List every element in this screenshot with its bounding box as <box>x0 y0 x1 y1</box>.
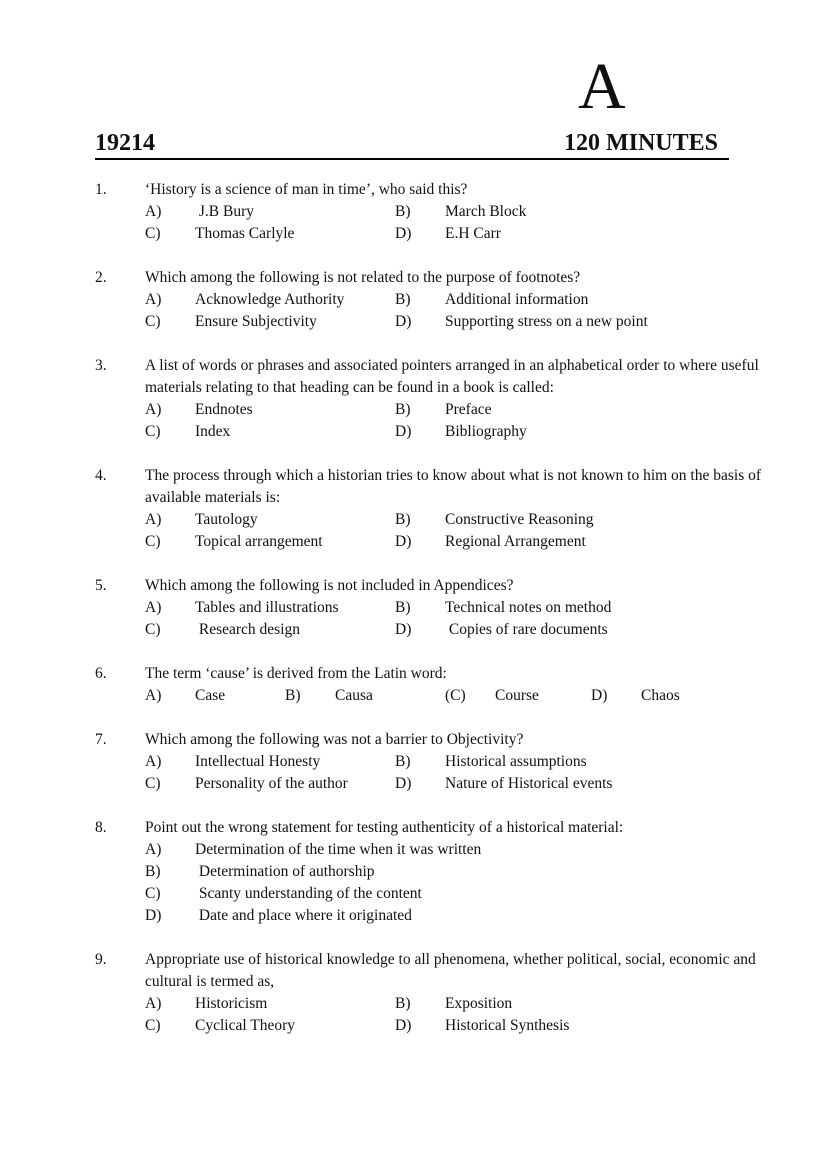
option-label: (C) <box>445 687 466 704</box>
option-d <box>395 421 527 443</box>
option-b <box>395 399 491 421</box>
option-b <box>395 597 611 619</box>
option-label: B) <box>395 401 411 418</box>
question-4 <box>95 465 795 553</box>
option-text: Nature of Historical events <box>445 775 613 792</box>
question-text: A list of words or phrases and associated pointers arranged in an alphabetical order to where useful materials relating to that heading can be found in a book is called: <box>145 357 759 396</box>
option-label: B) <box>395 511 411 528</box>
option-text: Technical notes on method <box>445 599 612 616</box>
option-row <box>145 619 795 641</box>
option-text: Causa <box>335 687 373 704</box>
option-row <box>145 883 795 905</box>
option-label: B) <box>395 995 411 1012</box>
option-label: A) <box>145 511 162 528</box>
question-3 <box>95 355 795 443</box>
option-row <box>145 421 795 443</box>
option-text: J.B Bury <box>195 203 254 220</box>
option-b <box>395 509 594 531</box>
option-text: Cyclical Theory <box>195 1017 296 1034</box>
option-d <box>395 773 612 795</box>
option-text: Copies of rare documents <box>445 621 608 638</box>
option-text: Endnotes <box>195 401 253 418</box>
option-row <box>145 1015 795 1037</box>
option-b <box>395 993 512 1015</box>
option-row <box>145 597 795 619</box>
question-text: Which among the following is not included in Appendices? <box>145 577 514 594</box>
option-label: C) <box>145 533 161 550</box>
question-number: 7. <box>95 731 107 748</box>
option-label: D) <box>395 313 412 330</box>
option-text: Determination of the time when it was written <box>195 841 482 858</box>
question-paper-series: A <box>578 50 626 123</box>
option-a <box>145 509 258 531</box>
option-text: Thomas Carlyle <box>195 225 295 242</box>
option-label: C) <box>145 313 161 330</box>
option-b <box>395 289 588 311</box>
option-label: D) <box>395 775 412 792</box>
option-text: Historical Synthesis <box>445 1017 570 1034</box>
question-number: 8. <box>95 819 107 836</box>
header-divider <box>95 158 729 160</box>
option-row <box>145 685 795 707</box>
option-text: Acknowledge Authority <box>195 291 345 308</box>
option-label: D) <box>591 687 608 704</box>
option-c <box>145 531 323 553</box>
question-6 <box>95 663 795 707</box>
option-d <box>395 531 586 553</box>
option-label: D) <box>395 225 412 242</box>
option-label: B) <box>395 753 411 770</box>
question-1 <box>95 179 795 245</box>
option-text: Bibliography <box>445 423 527 440</box>
option-row <box>145 289 795 311</box>
option-row <box>145 905 795 927</box>
option-text: Ensure Subjectivity <box>195 313 317 330</box>
option-d <box>591 685 680 707</box>
option-row <box>145 311 795 333</box>
option-text: March Block <box>445 203 527 220</box>
option-label: A) <box>145 401 162 418</box>
option-label: C) <box>145 775 161 792</box>
option-label: C) <box>145 621 161 638</box>
option-a <box>145 751 320 773</box>
option-c <box>145 773 348 795</box>
option-label: C) <box>145 885 161 902</box>
question-text: The process through which a historian tries to know about what is not known to him on the basis of available materials is: <box>145 467 762 506</box>
question-text: Point out the wrong statement for testing authenticity of a historical material: <box>145 819 624 836</box>
question-number: 3. <box>95 357 107 374</box>
question-number: 1. <box>95 181 107 198</box>
option-label: D) <box>395 423 412 440</box>
option-row <box>145 223 795 245</box>
question-list <box>95 179 795 1059</box>
option-c <box>145 883 422 905</box>
option-label: A) <box>145 203 162 220</box>
option-label: A) <box>145 753 162 770</box>
question-7 <box>95 729 795 795</box>
option-row <box>145 773 795 795</box>
option-label: B) <box>285 687 301 704</box>
option-c <box>145 421 230 443</box>
option-text: Case <box>195 687 226 704</box>
option-text: Research design <box>195 621 301 638</box>
option-text: Additional information <box>445 291 589 308</box>
option-row <box>145 839 795 861</box>
option-label: A) <box>145 687 162 704</box>
option-label: A) <box>145 599 162 616</box>
option-b <box>395 201 526 223</box>
option-label: C) <box>145 423 161 440</box>
option-row <box>145 531 795 553</box>
option-label: B) <box>395 291 411 308</box>
option-text: Historicism <box>195 995 268 1012</box>
option-text: Determination of authorship <box>195 863 375 880</box>
option-text: Chaos <box>641 687 680 704</box>
option-d <box>145 905 412 927</box>
question-text: Which among the following is not related to the purpose of footnotes? <box>145 269 581 286</box>
option-row <box>145 509 795 531</box>
option-c <box>145 223 294 245</box>
option-text: Tables and illustrations <box>195 599 339 616</box>
paper-code: 19214 <box>95 130 155 156</box>
option-row <box>145 861 795 883</box>
option-text: Constructive Reasoning <box>445 511 594 528</box>
option-text: Topical arrangement <box>195 533 323 550</box>
option-c <box>445 685 539 707</box>
option-text: Exposition <box>445 995 513 1012</box>
option-text: Date and place where it originated <box>195 907 412 924</box>
option-text: Regional Arrangement <box>445 533 586 550</box>
option-text: Index <box>195 423 231 440</box>
option-label: A) <box>145 291 162 308</box>
question-number: 4. <box>95 467 107 484</box>
option-d <box>395 223 501 245</box>
option-text: Personality of the author <box>195 775 348 792</box>
question-number: 2. <box>95 269 107 286</box>
option-row <box>145 399 795 421</box>
option-text: E.H Carr <box>445 225 501 242</box>
option-label: C) <box>145 225 161 242</box>
option-label: D) <box>145 907 162 924</box>
option-a <box>145 685 225 707</box>
option-d <box>395 1015 569 1037</box>
option-a <box>145 993 267 1015</box>
option-d <box>395 619 608 641</box>
option-a <box>145 597 339 619</box>
option-d <box>395 311 648 333</box>
question-number: 5. <box>95 577 107 594</box>
option-a <box>145 839 481 861</box>
option-label: A) <box>145 995 162 1012</box>
question-5 <box>95 575 795 641</box>
option-row <box>145 993 795 1015</box>
question-number: 6. <box>95 665 107 682</box>
option-c <box>145 1015 295 1037</box>
option-label: C) <box>145 1017 161 1034</box>
option-label: D) <box>395 621 412 638</box>
question-number: 9. <box>95 951 107 968</box>
option-b <box>145 861 375 883</box>
option-a <box>145 399 253 421</box>
option-text: Tautology <box>195 511 258 528</box>
option-text: Supporting stress on a new point <box>445 313 648 330</box>
option-label: B) <box>395 599 411 616</box>
option-label: D) <box>395 533 412 550</box>
question-8 <box>95 817 795 927</box>
option-c <box>145 619 300 641</box>
option-a <box>145 289 344 311</box>
option-text: Scanty understanding of the content <box>195 885 422 902</box>
option-b <box>285 685 373 707</box>
option-c <box>145 311 317 333</box>
option-row <box>145 751 795 773</box>
option-text: Historical assumptions <box>445 753 587 770</box>
option-label: D) <box>395 1017 412 1034</box>
question-2 <box>95 267 795 333</box>
exam-duration: 120 MINUTES <box>563 130 718 156</box>
option-b <box>395 751 587 773</box>
option-row <box>145 201 795 223</box>
question-text: Appropriate use of historical knowledge to all phenomena, whether political, social, economic and cultural is termed as, <box>145 951 756 990</box>
question-text: Which among the following was not a barrier to Objectivity? <box>145 731 524 748</box>
option-a <box>145 201 254 223</box>
option-text: Intellectual Honesty <box>195 753 321 770</box>
option-text: Preface <box>445 401 492 418</box>
question-text: The term ‘cause’ is derived from the Latin word: <box>145 665 447 682</box>
option-label: B) <box>395 203 411 220</box>
option-text: Course <box>495 687 539 704</box>
question-text: ‘History is a science of man in time’, who said this? <box>145 181 468 198</box>
question-9 <box>95 949 795 1037</box>
option-label: A) <box>145 841 162 858</box>
option-label: B) <box>145 863 161 880</box>
